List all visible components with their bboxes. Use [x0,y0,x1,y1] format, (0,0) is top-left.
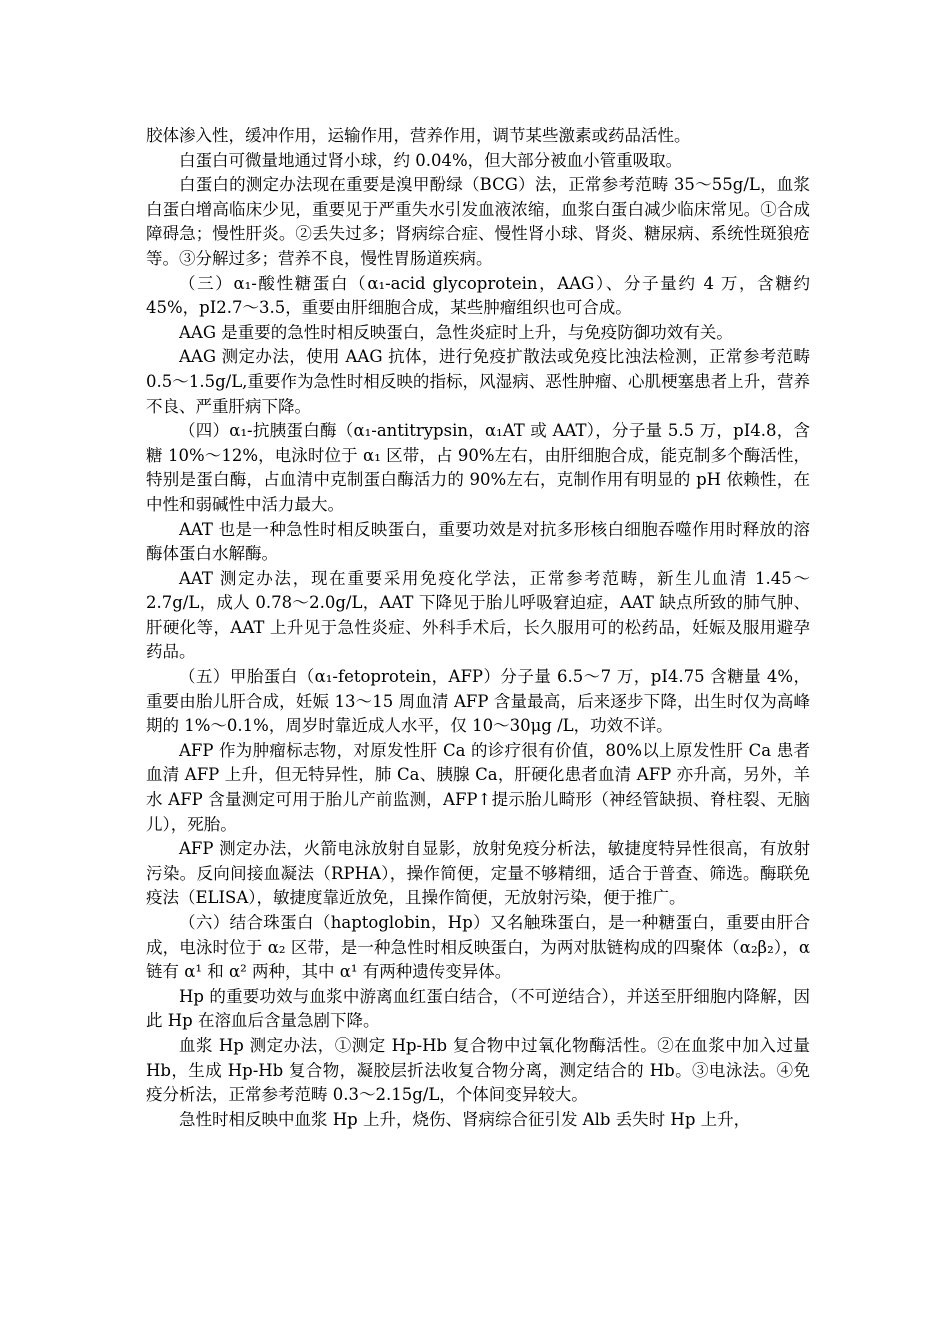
document-body [146,124,810,1132]
paragraph: AFP 作为肿瘤标志物，对原发性肝 Ca 的诊疗很有价值，80%以上原发性肝 Ca 患者血清 AFP 上升，但无特异性，肺 Ca、胰腺 Ca，肝硬化患者血清 AFP 亦升高，另外，羊水 AFP 含量测定可用于胎儿产前监测，AFP↑提示胎儿畸形（神经管缺损、脊柱裂、无脑儿），死胎。 [146,740,810,834]
paragraph: AAT 测定办法，现在重要采用免疫化学法，正常参考范畴，新生儿血清 1.45～2.7g/L，成人 0.78～2.0g/L，AAT 下降见于胎儿呼吸窘迫症，AAT 缺点所致的肺气肿、肝硬化等，AAT 上升见于急性炎症、外科手术后，长久服用可的松药品，妊娠及服用避孕药品。 [146,568,810,662]
section-paragraph-aat: （四）α₁-抗胰蛋白酶（α₁-antitrypsin，α₁AT 或 AAT），分子量 5.5 万，pI4.8，含糖 10%～12%，电泳时位于 α₁ 区带，占 90%左右，由肝细胞合成，能克制多个酶活性，特别是蛋白酶，占血清中克制蛋白酶活力的 90%左右，克制作用有明显的 pH 依赖性，在中性和弱碱性中活力最大。 [146,421,810,514]
paragraph: AFP 测定办法，火箭电泳放射自显影，放射免疫分析法，敏捷度特异性很高，有放射污染。反向间接血凝法（RPHA），操作简便，定量不够精细，适合于普查、筛选。酶联免疫法（ELISA），敏捷度靠近放免，且操作简便，无放射污染，便于推广。 [146,839,810,908]
paragraph: AAT 也是一种急性时相反映蛋白，重要功效是对抗多形核白细胞吞噬作用时释放的溶酶体蛋白水解酶。 [146,519,810,564]
paragraph: AAG 测定办法，使用 AAG 抗体，进行免疫扩散法或免疫比浊法检测，正常参考范畴 0.5～1.5g/L,重要作为急性时相反映的指标，风湿病、恶性肿瘤、心肌梗塞患者上升，营养不良、严重肝病下降。 [146,347,810,416]
paragraph: Hp 的重要功效与血浆中游离血红蛋白结合，（不可逆结合），并送至肝细胞内降解，因此 Hp 在溶血后含量急剧下降。 [146,986,810,1031]
paragraph: 白蛋白的测定办法现在重要是溴甲酚绿（BCG）法，正常参考范畴 35～55g/L，血浆白蛋白增高临床少见，重要见于严重失水引发血液浓缩，血浆白蛋白减少临床常见。①合成障碍急；慢性肝炎。②丢失过多；肾病综合症、慢性肾小球、肾炎、糖尿病、系统性斑狼疮等。③分解过多；营养不良，慢性胃肠道疾病。 [146,175,810,268]
paragraph: 急性时相反映中血浆 Hp 上升，烧伤、肾病综合征引发 Alb 丢失时 Hp 上升， [179,1109,751,1129]
paragraph: 白蛋白可微量地通过肾小球，约 0.04%，但大部分被血小管重吸取。 [179,150,683,170]
section-paragraph-afp: （五）甲胎蛋白（α₁-fetoprotein，AFP）分子量 6.5～7 万，pI4.75 含糖量 4%，重要由胎儿肝合成，妊娠 13～15 周血清 AFP 含量最高，后来逐步下降，出生时仅为高峰期的 1%～0.1%，周岁时靠近成人水平，仅 10～30μg /L，功效不详。 [146,667,810,736]
paragraph-continued: 胶体渗入性，缓冲作用，运输作用，营养作用，调节某些激素或药品活性。 [146,126,691,145]
section-paragraph-aag: （三）α₁-酸性糖蛋白（α₁-acid glycoprotein，AAG）、分子量约 4 万，含糖约 45%，pI2.7～3.5，重要由肝细胞合成，某些肿瘤组织也可合成。 [146,273,810,318]
section-paragraph-hp: （六）结合珠蛋白（haptoglobin，Hp）又名触珠蛋白，是一种糖蛋白，重要由肝合成，电泳时位于 α₂ 区带，是一种急性时相反映蛋白，为两对肽链构成的四聚体（α₂β₂），α 链有 α¹ 和 α² 两种，其中 α¹ 有两种遗传变异体。 [146,913,810,982]
paragraph: AAG 是重要的急性时相反映蛋白，急性炎症时上升，与免疫防御功效有关。 [179,322,733,342]
paragraph: 血浆 Hp 测定办法，①测定 Hp-Hb 复合物中过氧化物酶活性。②在血浆中加入过量 Hb，生成 Hp-Hb 复合物，凝胶层折法收复合物分离，测定结合的 Hb。③电泳法。④免疫分析法，正常参考范畴 0.3～2.15g/L，个体间变异较大。 [146,1035,810,1105]
